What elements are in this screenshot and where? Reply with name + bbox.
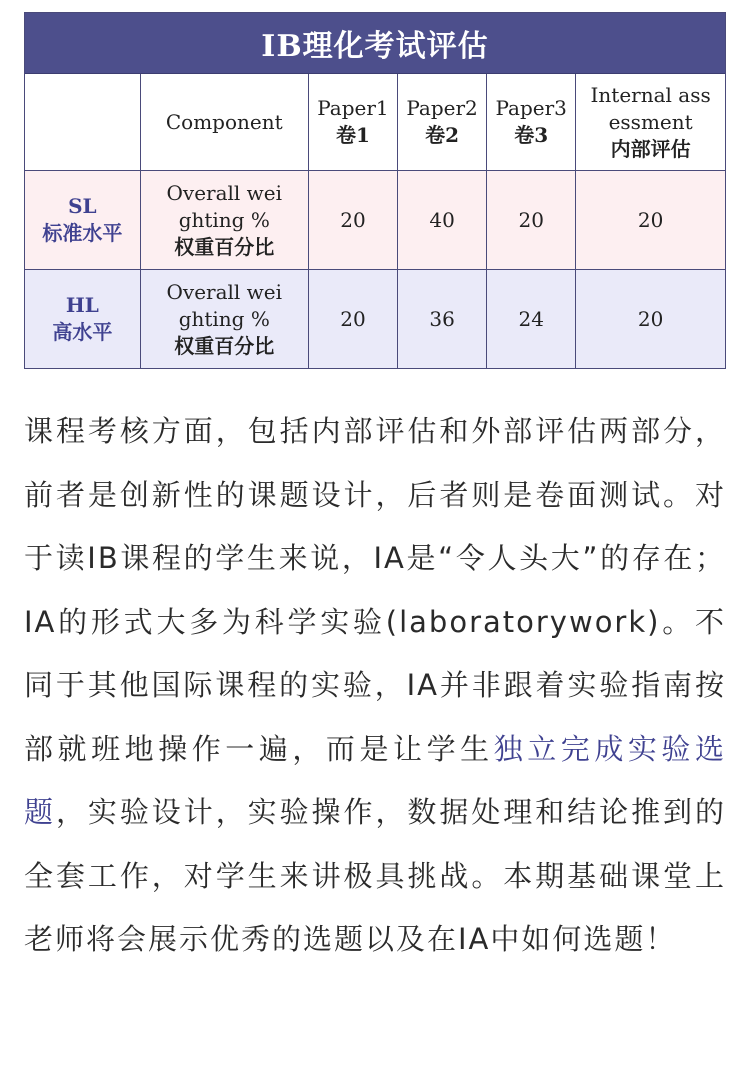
- paragraph-highlight: 独立完成实验选题: [24, 731, 726, 829]
- header-paper3: Paper3 卷3: [487, 74, 576, 171]
- body-paragraph: [24, 400, 726, 972]
- table-title: IB理化考试评估: [25, 13, 725, 74]
- header-paper1: Paper1 卷1: [308, 74, 397, 171]
- level-cell-sl: SL 标准水平: [25, 171, 140, 270]
- value-cell-paper2: 36: [398, 270, 487, 369]
- value-cell-ia: 20: [576, 171, 725, 270]
- component-cell: Overall wei ghting % 权重百分比: [140, 270, 308, 369]
- value-cell-paper1: 20: [308, 270, 397, 369]
- header-empty-cell: [25, 74, 140, 171]
- header-row: [25, 74, 725, 171]
- value-cell-paper3: 24: [487, 270, 576, 369]
- paragraph-text-1: 课程考核方面，包括内部评估和外部评估两部分，前者是创新性的课题设计，后者则是卷面测试。对于读IB课程的学生来说，IA是“令人头大”的存在；IA的形式大多为科学实验(laboratorywork)。不同于其他国际课程的实验，IA并非跟着实验指南按部就班地操作一遍，而是让学生: [24, 414, 726, 766]
- header-component: Component: [140, 74, 308, 171]
- level-cell-hl: HL 高水平: [25, 270, 140, 369]
- paragraph-text-2: ，实验设计，实验操作，数据处理和结论推到的全套工作，对学生来讲极具挑战。本期基础课堂上老师将会展示优秀的选题以及在IA中如何选题！: [24, 795, 726, 956]
- value-cell-paper1: 20: [308, 171, 397, 270]
- table-row-sl: [25, 171, 725, 270]
- table-row-hl: [25, 270, 725, 369]
- header-paper2: Paper2 卷2: [398, 74, 487, 171]
- value-cell-ia: 20: [576, 270, 725, 369]
- value-cell-paper2: 40: [398, 171, 487, 270]
- assessment-table: [24, 12, 726, 369]
- value-cell-paper3: 20: [487, 171, 576, 270]
- component-cell: Overall wei ghting % 权重百分比: [140, 171, 308, 270]
- header-internal-assessment: Internal ass essment 内部评估: [576, 74, 725, 171]
